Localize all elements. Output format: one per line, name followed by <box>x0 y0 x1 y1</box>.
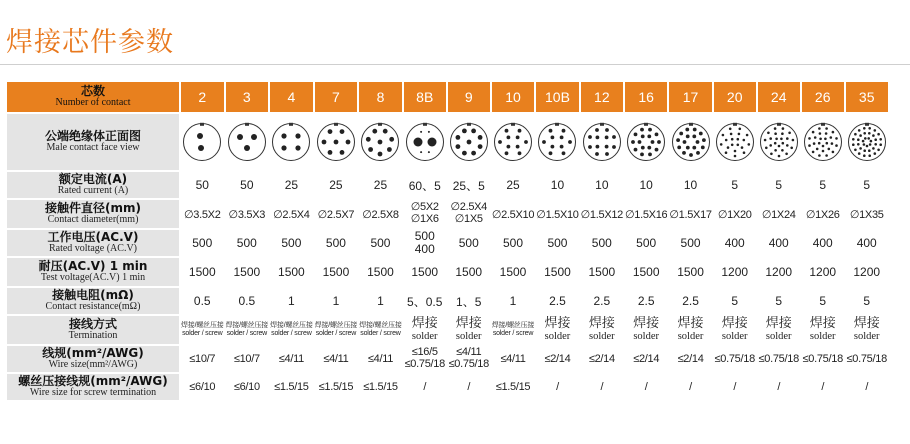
resistance-cell: 0.5 <box>238 294 256 308</box>
wire-size-cell: ≤4/11 <box>278 353 304 365</box>
diameter-cell: ∅1.5X16 <box>625 208 668 221</box>
termination-zh: 焊接 <box>455 316 482 332</box>
screw-wire-cell: / <box>556 381 559 393</box>
screw-wire-cell: ≤1.5/15 <box>363 381 398 393</box>
male-face-icon <box>271 122 311 162</box>
current-cell: 10 <box>683 178 698 192</box>
diameter-cell: ∅1.5X17 <box>669 208 712 221</box>
termination-zh: 焊接 <box>809 316 836 332</box>
wire-size-cell: ≤2/14 <box>677 353 704 365</box>
diameter-cell: ∅1X35 <box>849 208 884 221</box>
test-voltage-cell: 1200 <box>853 265 881 279</box>
wire-size-value-line: ≤16/5 <box>411 346 438 359</box>
row-resistance <box>7 288 888 314</box>
current-cell: 50 <box>195 178 209 192</box>
voltage-cell: 500 <box>680 236 701 250</box>
pin-count-header: 35 <box>846 82 888 112</box>
male-face-icon <box>626 122 666 162</box>
wire-size-cell: ≤4/11 <box>500 353 526 365</box>
current-cell: 5 <box>863 178 871 192</box>
voltage-cell: 500 <box>502 236 524 250</box>
termination-zh: 焊接 <box>544 316 571 332</box>
voltage-cell: 500 <box>458 236 479 250</box>
termination-cell <box>226 316 269 344</box>
screw-wire-cell: ≤6/10 <box>233 381 260 393</box>
termination-en: solder / screw <box>360 330 401 337</box>
diameter-cell <box>448 200 490 228</box>
diameter-cell: ∅1.5X10 <box>536 208 579 221</box>
pin-count-header: 20 <box>714 82 756 112</box>
diameter-cell: ∅2.5X10 <box>491 208 535 221</box>
termination-cell <box>181 316 224 344</box>
resistance-cell: 1、5 <box>456 294 482 309</box>
termination-cell <box>270 316 313 344</box>
termination-cell <box>714 316 756 344</box>
row-label-en: Contact resistance(mΩ) <box>45 301 141 313</box>
pin-count-header: 9 <box>448 82 490 112</box>
termination-en: solder <box>721 331 748 343</box>
male-face-icon <box>847 122 887 162</box>
spec-table <box>5 80 890 402</box>
male-face-icon <box>316 122 356 162</box>
wire-size-cell: ≤10/7 <box>189 353 216 365</box>
row-label-zh: 额定电流(A) <box>58 172 128 187</box>
test-voltage-cell: 1200 <box>765 265 793 279</box>
test-voltage-cell: 1500 <box>188 265 216 279</box>
termination-en: solder / screw <box>315 330 357 337</box>
pin-count-header: 4 <box>270 82 313 112</box>
voltage-cell: 500 <box>636 236 657 250</box>
face-view-cell <box>404 114 446 170</box>
resistance-cell: 1 <box>509 294 517 308</box>
termination-en: solder / screw <box>492 330 534 337</box>
pin-count-header: 26 <box>802 82 844 112</box>
test-voltage-cell: 1500 <box>632 265 660 279</box>
termination-en: solder <box>588 331 615 343</box>
pin-count-header: 24 <box>758 82 800 112</box>
diameter-cell <box>404 200 446 228</box>
screw-wire-cell: / <box>777 381 781 393</box>
wire-size-cell: ≤4/11 <box>367 353 394 365</box>
resistance-cell: 2.5 <box>593 294 611 308</box>
diameter-value-line: ∅5X2 <box>410 201 439 214</box>
row-label-test-voltage <box>7 258 179 286</box>
test-voltage-cell: 1500 <box>278 265 305 279</box>
diameter-cell: ∅1.5X12 <box>580 208 623 221</box>
voltage-cell: 500 <box>547 236 568 250</box>
row-label-face <box>7 114 179 170</box>
resistance-cell: 0.5 <box>193 294 211 308</box>
current-cell: 10 <box>595 178 609 192</box>
face-view-cell <box>315 114 358 170</box>
termination-zh: 焊接 <box>853 316 880 332</box>
termination-cell <box>315 316 358 344</box>
termination-en: solder <box>809 331 836 343</box>
pin-count-header: 2 <box>181 82 224 112</box>
voltage-cell: 500 <box>370 236 391 250</box>
screw-wire-cell: / <box>821 381 825 393</box>
voltage-cell: 500 <box>325 236 346 250</box>
row-label-zh: 线规(mm²/AWG) <box>42 346 144 361</box>
current-cell: 60、5 <box>408 178 441 193</box>
row-label-zh: 耐压(AC.V) 1 min <box>38 259 148 274</box>
termination-zh: 焊接/螺丝压接 <box>314 321 358 329</box>
termination-cell <box>846 316 888 344</box>
test-voltage-cell: 1500 <box>499 265 527 279</box>
termination-cell <box>492 316 535 344</box>
test-voltage-cell: 1500 <box>677 265 704 279</box>
face-view-cell <box>492 114 535 170</box>
male-face-icon <box>182 122 222 162</box>
termination-en: solder <box>633 331 660 343</box>
pin-count-header: 16 <box>625 82 667 112</box>
male-face-icon <box>715 122 755 162</box>
current-cell: 10 <box>639 178 653 192</box>
page-title: 焊接芯件参数 <box>6 27 174 58</box>
diameter-cell: ∅2.5X7 <box>317 208 355 221</box>
row-label-zh: 工作电压(AC.V) <box>47 230 139 245</box>
resistance-cell: 2.5 <box>549 294 566 308</box>
termination-zh: 焊接 <box>633 316 660 332</box>
face-view-cell <box>536 114 578 170</box>
face-view-cell <box>802 114 844 170</box>
male-face-icon <box>537 122 577 162</box>
termination-cell <box>359 316 402 344</box>
row-label-zh: 接触件直径(mm) <box>45 201 141 216</box>
row-contacts <box>7 82 888 112</box>
screw-wire-cell: / <box>689 381 692 393</box>
voltage-cell: 500 <box>591 236 612 250</box>
row-label-en: Rated current (A) <box>57 185 129 197</box>
voltage-cell <box>404 230 446 256</box>
resistance-cell: 5、0.5 <box>407 294 443 309</box>
pin-count-header: 12 <box>581 82 623 112</box>
resistance-cell: 2.5 <box>637 294 655 308</box>
termination-zh: 焊接/螺丝压接 <box>359 321 402 329</box>
male-face-icon <box>405 122 445 162</box>
diameter-cell: ∅3.5X2 <box>184 208 221 221</box>
male-face-icon <box>671 122 711 162</box>
screw-wire-cell: ≤1.5/15 <box>274 381 309 393</box>
current-cell: 25 <box>284 178 299 192</box>
row-label-en: Wire size(mm²/AWG) <box>48 359 138 371</box>
wire-size-value-line: ≤0.75/18 <box>448 358 489 370</box>
voltage-cell: 400 <box>724 236 745 250</box>
diameter-cell: ∅2.5X4 <box>273 208 310 221</box>
male-face-icon <box>759 122 799 162</box>
termination-cell <box>802 316 844 344</box>
row-label-contacts <box>7 82 179 112</box>
voltage-cell: 400 <box>856 236 877 250</box>
voltage-cell: 500 <box>281 236 302 250</box>
termination-cell <box>758 316 800 344</box>
current-cell: 5 <box>775 178 783 192</box>
termination-cell <box>404 316 446 344</box>
termination-zh: 焊接 <box>765 316 792 332</box>
diameter-cell: ∅1X20 <box>717 208 752 221</box>
wire-size-cell: ≤2/14 <box>588 353 615 365</box>
row-label-zh: 螺丝压接线规(mm²/AWG) <box>18 374 168 389</box>
row-label-zh: 接触电阻(mΩ) <box>52 288 134 303</box>
row-diameter <box>7 200 888 228</box>
male-face-icon <box>803 122 843 162</box>
face-view-cell <box>270 114 313 170</box>
termination-en: solder <box>677 331 704 343</box>
voltage-cell: 500 <box>236 236 257 250</box>
voltage-cell: 500 <box>192 236 213 250</box>
termination-zh: 焊接 <box>588 316 615 332</box>
male-face-icon <box>227 122 267 162</box>
diameter-cell: ∅1X24 <box>761 208 796 221</box>
termination-en: solder <box>544 331 571 343</box>
resistance-cell: 5 <box>819 294 827 308</box>
row-label-voltage <box>7 230 179 256</box>
face-view-cell <box>581 114 623 170</box>
termination-en: solder <box>765 331 792 343</box>
row-label-screw-wire <box>7 374 179 400</box>
wire-size-cell: ≤2/14 <box>544 353 571 365</box>
row-label-en: Contact diameter(mm) <box>47 214 139 226</box>
termination-cell <box>536 316 578 344</box>
screw-wire-cell: / <box>423 381 427 393</box>
resistance-cell: 5 <box>775 294 783 308</box>
title-divider <box>0 64 910 65</box>
screw-wire-cell: / <box>865 381 869 393</box>
row-wire-size <box>7 346 888 372</box>
voltage-cell: 400 <box>812 236 833 250</box>
face-view-cell <box>758 114 800 170</box>
resistance-cell: 1 <box>332 294 340 308</box>
current-cell: 25 <box>506 178 520 192</box>
row-termination <box>7 316 888 344</box>
pin-count-header: 8 <box>359 82 402 112</box>
row-label-en: Male contact face view <box>46 142 140 154</box>
diameter-value-line: ∅1X6 <box>410 213 439 225</box>
face-view-cell <box>846 114 888 170</box>
resistance-cell: 2.5 <box>682 294 699 308</box>
termination-en: solder / screw <box>271 330 312 337</box>
termination-zh: 焊接/螺丝压接 <box>225 321 269 329</box>
voltage-cell: 400 <box>768 236 789 250</box>
termination-en: solder / screw <box>182 330 223 337</box>
test-voltage-cell: 1500 <box>322 265 350 279</box>
face-view-cell <box>714 114 756 170</box>
resistance-cell: 1 <box>288 294 295 308</box>
resistance-cell: 5 <box>731 294 739 308</box>
test-voltage-cell: 1500 <box>455 265 483 279</box>
screw-wire-cell: ≤1.5/15 <box>495 381 531 393</box>
wire-size-cell: ≤0.75/18 <box>802 353 843 365</box>
wire-size-cell: ≤0.75/18 <box>714 353 755 365</box>
current-cell: 25 <box>373 178 388 192</box>
diameter-cell: ∅1X26 <box>805 208 840 221</box>
current-cell: 50 <box>240 178 254 192</box>
pin-count-header: 8B <box>404 82 446 112</box>
row-label-zh: 芯数 <box>80 84 105 99</box>
male-face-icon <box>449 122 489 162</box>
face-view-cell <box>226 114 269 170</box>
screw-wire-cell: / <box>467 381 471 393</box>
termination-zh: 焊接 <box>411 316 438 332</box>
pin-count-header: 17 <box>669 82 711 112</box>
wire-size-cell <box>448 346 490 372</box>
termination-zh: 焊接 <box>677 316 704 332</box>
termination-cell <box>669 316 711 344</box>
termination-zh: 焊接/螺丝压接 <box>491 321 535 329</box>
face-view-cell <box>448 114 490 170</box>
row-label-en: Wire size for screw termination <box>29 387 157 399</box>
termination-en: solder <box>455 331 482 343</box>
face-view-cell <box>669 114 711 170</box>
voltage-value-line: 400 <box>414 242 435 256</box>
termination-cell <box>625 316 667 344</box>
row-label-en: Number of contact <box>55 97 131 109</box>
voltage-value-line: 500 <box>414 230 435 244</box>
diameter-value-line: ∅1X5 <box>454 213 483 225</box>
test-voltage-cell: 1500 <box>588 265 616 279</box>
test-voltage-cell: 1200 <box>809 265 837 279</box>
wire-size-value-line: ≤0.75/18 <box>404 358 445 370</box>
resistance-cell: 1 <box>377 294 384 308</box>
current-cell: 5 <box>731 178 739 192</box>
wire-size-cell: ≤2/14 <box>633 353 660 365</box>
male-face-icon <box>493 122 533 162</box>
row-label-resistance <box>7 288 179 314</box>
diameter-value-line: ∅2.5X4 <box>450 201 487 214</box>
termination-en: solder <box>411 331 438 343</box>
test-voltage-cell: 1200 <box>721 265 749 279</box>
pin-count-header: 3 <box>226 82 269 112</box>
row-label-zh: 公端绝缘体正面图 <box>44 129 141 144</box>
row-label-en: Test voltage(AC.V) 1 min <box>40 272 146 284</box>
row-test-voltage <box>7 258 888 286</box>
current-cell: 25 <box>329 178 343 192</box>
wire-size-cell <box>404 346 446 372</box>
test-voltage-cell: 1500 <box>367 265 394 279</box>
row-screw-wire <box>7 374 888 400</box>
row-label-termination <box>7 316 179 344</box>
row-label-wire-size <box>7 346 179 372</box>
diameter-cell: ∅3.5X3 <box>228 208 266 221</box>
test-voltage-cell: 1500 <box>411 265 439 279</box>
pin-count-header: 10 <box>492 82 535 112</box>
screw-wire-cell: / <box>733 381 737 393</box>
row-label-diameter <box>7 200 179 228</box>
screw-wire-cell: / <box>644 381 648 393</box>
current-cell: 25、5 <box>452 178 485 193</box>
test-voltage-cell: 1500 <box>544 265 571 279</box>
pin-count-header: 7 <box>315 82 358 112</box>
male-face-icon <box>360 122 400 162</box>
row-label-zh: 接线方式 <box>68 317 117 332</box>
resistance-cell: 5 <box>863 294 871 308</box>
face-view-cell <box>181 114 224 170</box>
male-face-icon <box>582 122 622 162</box>
row-current <box>7 172 888 198</box>
wire-size-cell: ≤10/7 <box>233 353 260 365</box>
termination-en: solder / screw <box>226 330 268 337</box>
current-cell: 10 <box>550 178 565 192</box>
row-label-en: Rated voltage (AC.V) <box>48 243 138 255</box>
face-view-cell <box>359 114 402 170</box>
row-face <box>7 114 888 170</box>
termination-en: solder <box>853 331 880 343</box>
face-view-cell <box>625 114 667 170</box>
pin-count-header: 10B <box>536 82 578 112</box>
termination-zh: 焊接/螺丝压接 <box>181 321 224 329</box>
termination-cell <box>448 316 490 344</box>
wire-size-cell: ≤0.75/18 <box>758 353 799 365</box>
termination-zh: 焊接 <box>721 316 748 332</box>
screw-wire-cell: ≤1.5/15 <box>318 381 354 393</box>
current-cell: 5 <box>819 178 827 192</box>
test-voltage-cell: 1500 <box>233 265 261 279</box>
wire-size-cell: ≤4/11 <box>323 353 349 365</box>
row-voltage <box>7 230 888 256</box>
wire-size-value-line: ≤4/11 <box>456 346 482 359</box>
wire-size-cell: ≤0.75/18 <box>846 353 887 365</box>
diameter-cell: ∅2.5X8 <box>362 208 399 221</box>
row-label-en: Termination <box>68 330 118 342</box>
row-label-current <box>7 172 179 198</box>
termination-cell <box>581 316 623 344</box>
screw-wire-cell: / <box>600 381 604 393</box>
termination-zh: 焊接/螺丝压接 <box>270 321 313 329</box>
screw-wire-cell: ≤6/10 <box>189 381 216 393</box>
